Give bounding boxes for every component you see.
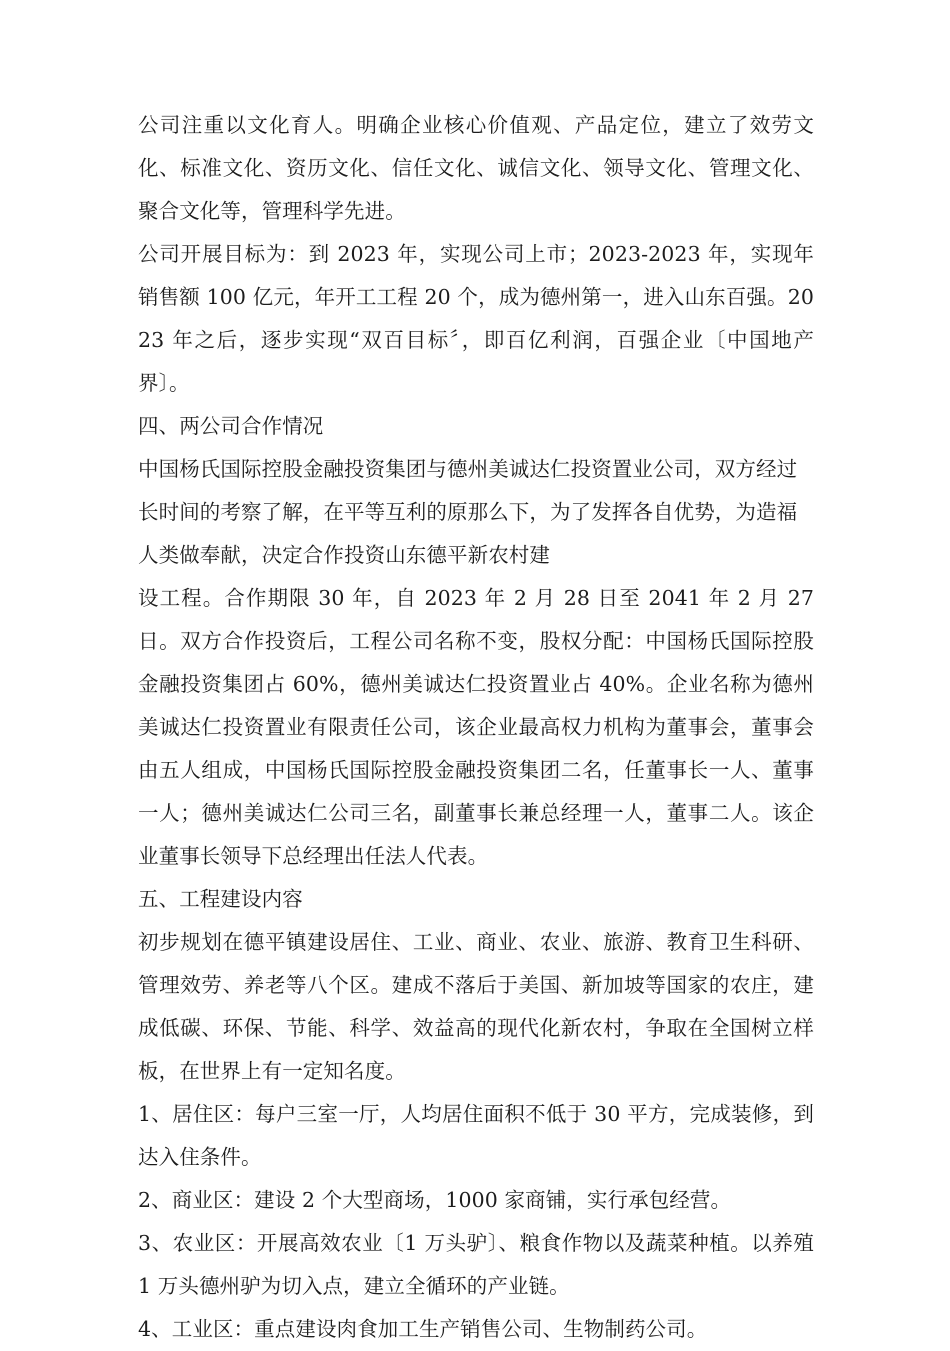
paragraph-cooperation-terms: 设工程。合作期限 30 年，自 2023 年 2 月 28 日至 2041 年 2 月 27 日。双方合作投资后，工程公司名称不变，股权分配：中国杨氏国际控股金融投资集团占 60%，德州美诚达仁投资置业占 40%。企业名称为德州美诚达仁投资置业有限责任公司，该企业最高权力机构为董事会，董事会由五人组成，中国杨氏国际控股金融投资集团二名，任董事长一人、董事一人；德州美诚达仁公司三名，副董事长兼总经理一人，董事二人。该企业董事长领导下总经理出任法人代表。	[138, 586, 814, 868]
paragraph-construction-overview: 初步规划在德平镇建设居住、工业、商业、农业、旅游、教育卫生科研、管理效劳、养老等八个区。建成不落后于美国、新加坡等国家的农庄，建成低碳、环保、节能、科学、效益高的现代化新农村，争取在全国树立样板，在世界上有一定知名度。	[138, 930, 814, 1083]
list-item-residential-zone: 1、居住区：每户三室一厅，人均居住面积不低于 30 平方，完成装修，到达入住条件。	[138, 1102, 814, 1169]
paragraph-cooperation-intro: 中国杨氏国际控股金融投资集团与德州美诚达仁投资置业公司，双方经过长时间的考察了解，在平等互利的原那么下，为了发挥各自优势，为造福人类做奉献，决定合作投资山东德平新农村建	[138, 457, 798, 567]
paragraph-company-culture: 公司注重以文化育人。明确企业核心价值观、产品定位，建立了效劳文化、标准文化、资历文化、信任文化、诚信文化、领导文化、管理文化、聚合文化等，管理科学先进。	[138, 113, 814, 223]
list-item-agricultural-zone: 3、农业区：开展高效农业〔1 万头驴〕、粮食作物以及蔬菜种植。以养殖 1 万头德州驴为切入点，建立全循环的产业链。	[138, 1231, 814, 1298]
list-item-commercial-zone: 2、商业区：建设 2 个大型商场，1000 家商铺，实行承包经营。	[138, 1188, 732, 1212]
heading-section-four-cooperation: 四、两公司合作情况	[138, 414, 324, 438]
document-text-body	[138, 104, 814, 1351]
paragraph-development-goals: 公司开展目标为：到 2023 年，实现公司上市；2023-2023 年，实现年销售额 100 亿元，年开工工程 20 个，成为德州第一，进入山东百强。2023 年之后，逐步实现“双百目标〞，即百亿利润，百强企业〔中国地产界〕。	[138, 242, 814, 395]
list-item-industrial-zone: 4、工业区：重点建设肉食加工生产销售公司、生物制药公司。	[138, 1317, 708, 1341]
heading-section-five-construction: 五、工程建设内容	[138, 887, 303, 911]
